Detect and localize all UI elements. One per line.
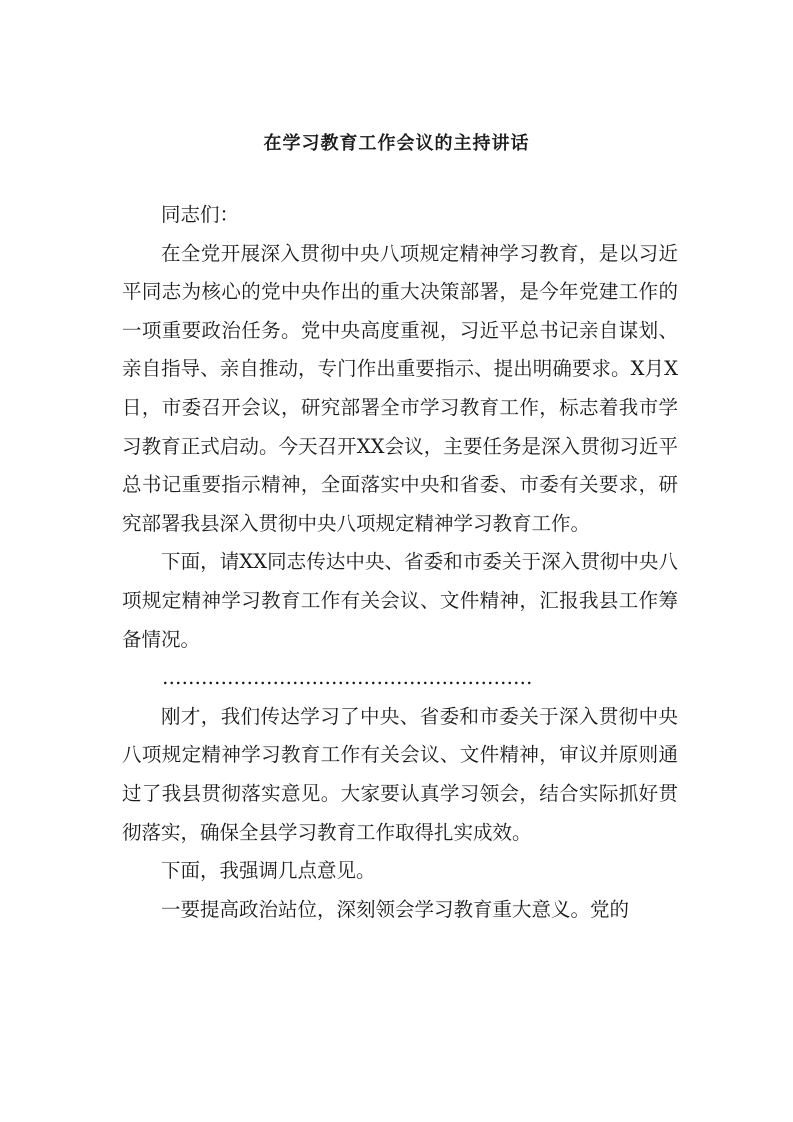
paragraph-1: 在全党开展深入贯彻中央八项规定精神学习教育，是以习近平同志为核心的党中央作出的重大决策部署，是今年党建工作的一项重要政治任务。党中央高度重视，习近平总书记亲自谋划、亲自指导、亲自推动，专门作出重要指示、提出明确要求。X月X日，市委召开会议，研究部署全市学习教育工作，标志着我市学习教育正式启动。今天召开XX会议，主要任务是深入贯彻习近平总书记重要指示精神，全面落实中央和省委、市委有关要求，研究部署我县深入贯彻中央八项规定精神学习教育工作。 [122, 241, 678, 535]
paragraph-3: 刚才，我们传达学习了中央、省委和市委关于深入贯彻中央八项规定精神学习教育工作有关会议、文件精神，审议并原则通过了我县贯彻落实意见。大家要认真学习领会，结合实际抓好贯彻落实，确保全县学习教育工作取得扎实成效。 [122, 704, 678, 844]
document-title: 在学习教育工作会议的主持讲话 [263, 133, 530, 154]
greeting: 同志们： [161, 203, 240, 226]
paragraph-5: 一要提高政治站位，深刻领会学习教育重大意义。党的 [161, 897, 630, 921]
separator-dots: ………………………………………………… [162, 666, 533, 690]
paragraph-4: 下面，我强调几点意见。 [161, 859, 376, 883]
document-body [122, 196, 678, 929]
paragraph-2: 下面，请XX同志传达中央、省委和市委关于深入贯彻中央八项规定精神学习教育工作有关会议、文件精神，汇报我县工作筹备情况。 [122, 550, 678, 651]
